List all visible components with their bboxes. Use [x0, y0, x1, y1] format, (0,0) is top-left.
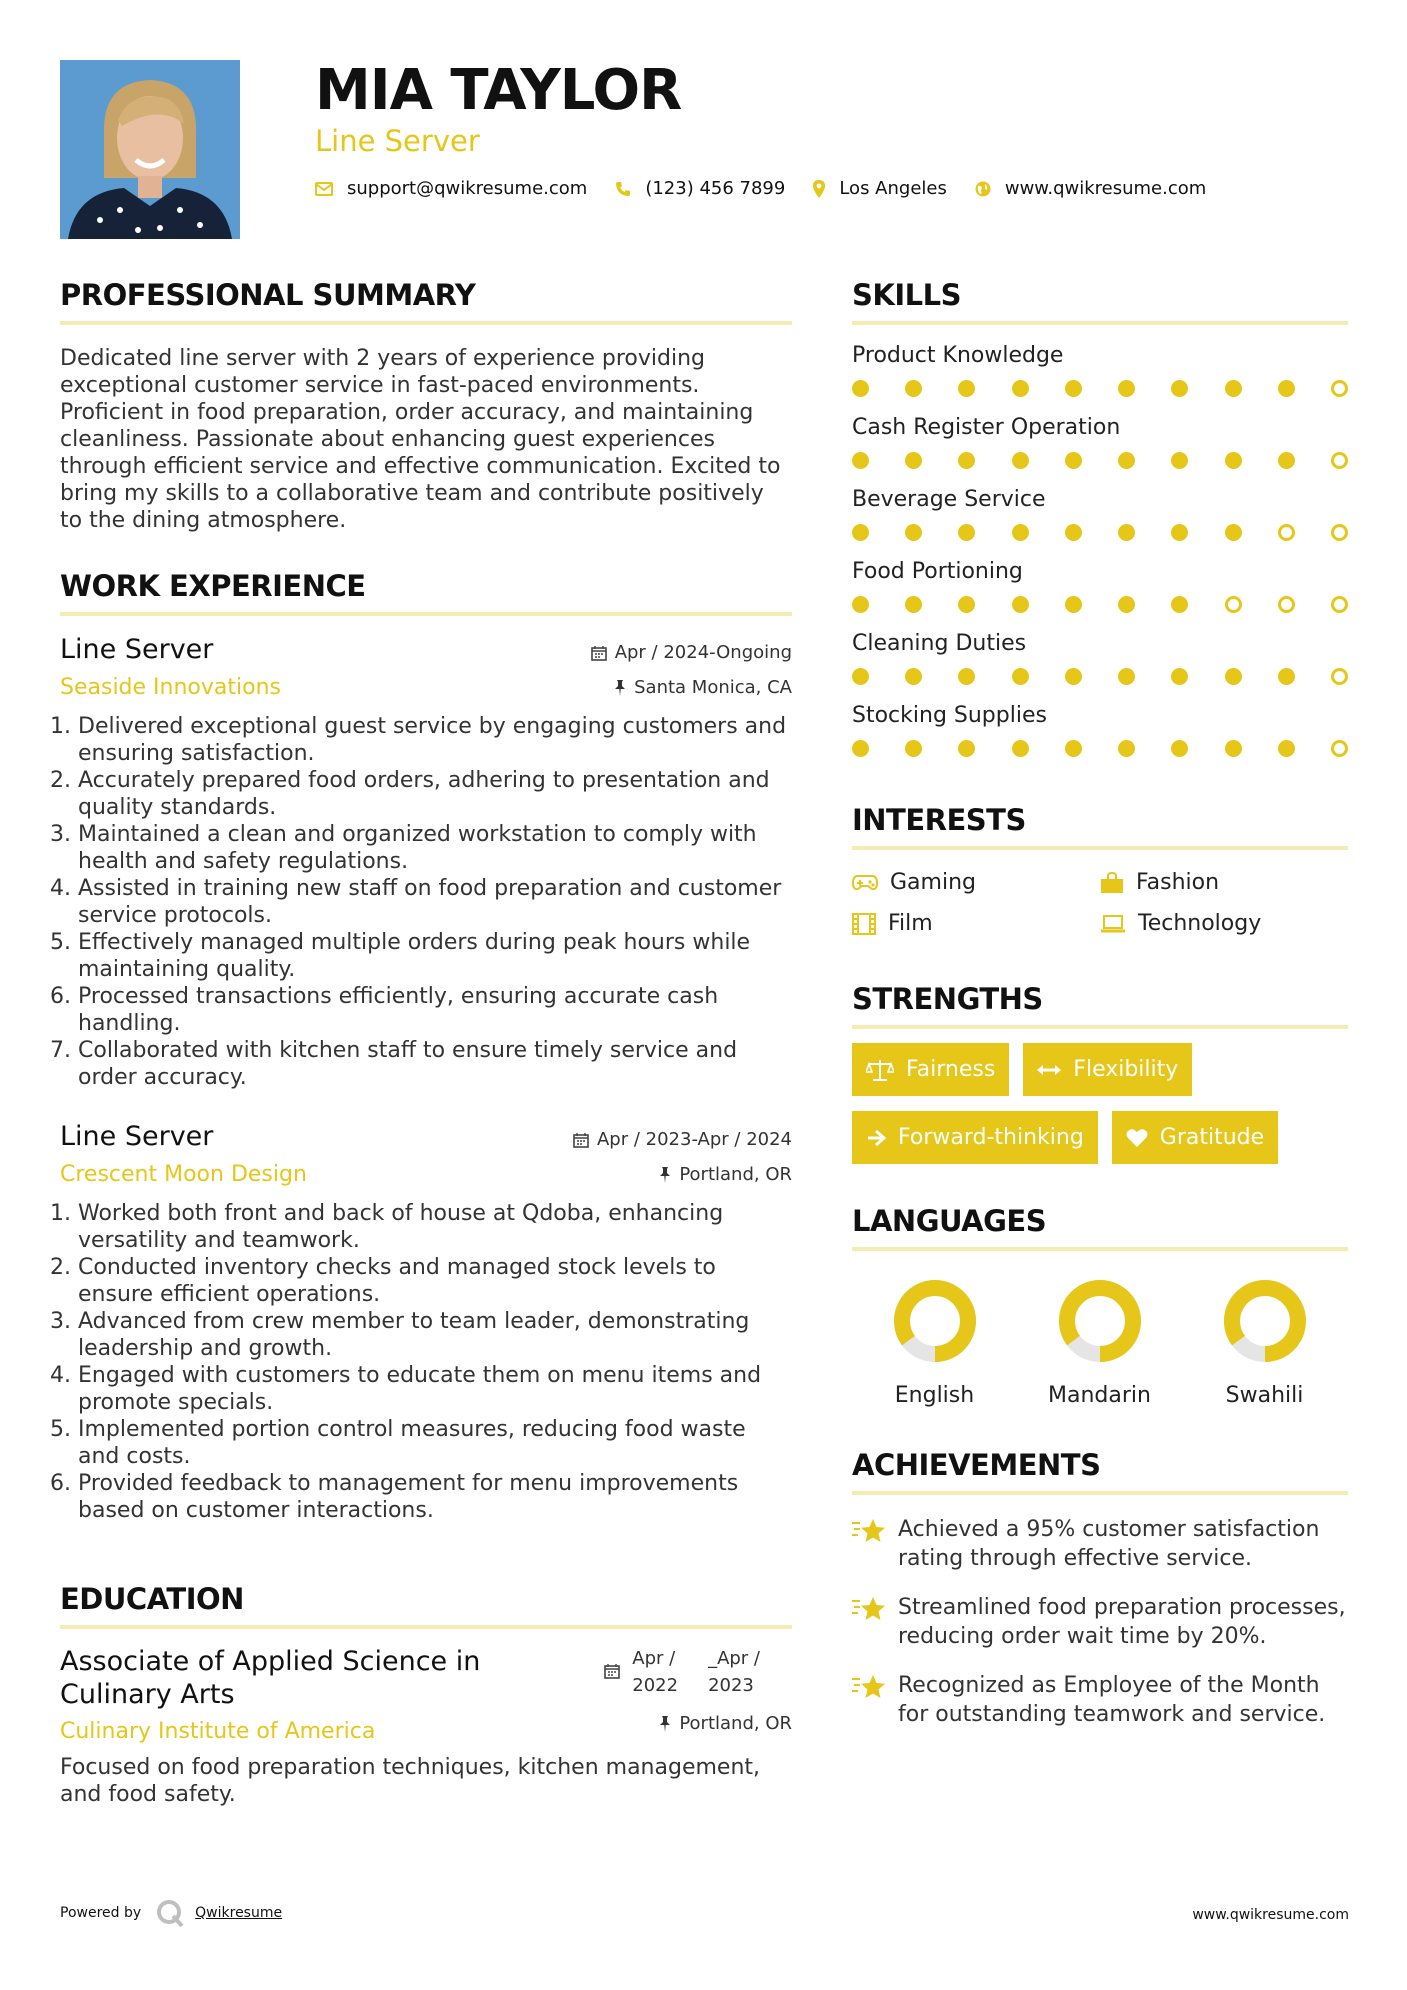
skill-name: Product Knowledge	[852, 343, 1064, 368]
rating-dot-filled	[905, 668, 922, 685]
interest-item	[1100, 870, 1348, 895]
achievement-text: Streamlined food preparation processes, reducing order wait time by 20%.	[898, 1595, 1346, 1649]
rating-dot-filled	[958, 740, 975, 757]
scale-icon	[866, 1059, 894, 1081]
language-ring	[891, 1277, 979, 1365]
rating-dot-filled	[1278, 380, 1295, 397]
job-location	[614, 677, 792, 698]
rating-dot-filled	[1171, 452, 1188, 469]
contact-location	[813, 178, 947, 199]
rating-dot-filled	[1278, 740, 1295, 757]
list-item: 3. Advanced from crew member to team leader, demonstrating leadership and growth.	[78, 1308, 792, 1362]
rating-dot-filled	[1012, 668, 1029, 685]
skill-item	[852, 559, 1348, 613]
education-location-text: Portland, OR	[679, 1713, 792, 1734]
summary-heading: PROFESSIONAL SUMMARY	[60, 278, 476, 312]
rating-dot-filled	[1225, 668, 1242, 685]
interest-label: Fashion	[1136, 870, 1220, 895]
rating-dot-filled	[1012, 524, 1029, 541]
skills-heading: SKILLS	[852, 278, 961, 312]
star-trophy-icon	[852, 1673, 886, 1701]
education-heading: EDUCATION	[60, 1582, 244, 1616]
interest-label: Technology	[1138, 911, 1262, 936]
rating-dot-filled	[1118, 452, 1135, 469]
rating-dot-filled	[1012, 596, 1029, 613]
interests-section	[852, 803, 1348, 936]
strength-tag	[1112, 1111, 1278, 1164]
section-divider	[852, 1491, 1348, 1495]
list-item: 5. Effectively managed multiple orders during peak hours while maintaining quality.	[78, 929, 792, 983]
rating-dot-filled	[1065, 380, 1082, 397]
email-text: support@qwikresume.com	[347, 178, 588, 199]
rating-dot-filled	[1171, 668, 1188, 685]
person-photo-icon	[60, 60, 240, 239]
rating-dot-filled	[1225, 380, 1242, 397]
section-divider	[60, 1625, 792, 1629]
education-end-month: _Apr /	[708, 1648, 760, 1669]
globe-icon	[975, 181, 991, 197]
rating-dot-empty	[1331, 668, 1348, 685]
rating-dot-filled	[1118, 740, 1135, 757]
section-divider	[852, 1247, 1348, 1251]
language-item	[852, 1277, 1017, 1408]
rating-dot-filled	[852, 524, 869, 541]
skill-name: Cash Register Operation	[852, 415, 1121, 440]
location-text: Los Angeles	[839, 178, 947, 199]
rating-dot-filled	[1171, 524, 1188, 541]
rating-dot-filled	[1065, 596, 1082, 613]
languages-section	[852, 1204, 1348, 1408]
experience-heading: WORK EXPERIENCE	[60, 569, 366, 603]
phone-icon	[615, 181, 631, 197]
rating-dot-filled	[1065, 740, 1082, 757]
school-name: Culinary Institute of America	[60, 1719, 376, 1744]
rating-dot-empty	[1331, 524, 1348, 541]
education-start-year: 2022	[632, 1675, 679, 1696]
rating-dot-filled	[958, 380, 975, 397]
job-title: Line Server	[60, 634, 214, 665]
education-description: Focused on food preparation techniques, kitchen management, and food safety.	[60, 1755, 761, 1807]
skill-name: Stocking Supplies	[852, 703, 1047, 728]
rating-dot-filled	[905, 596, 922, 613]
rating-dot-filled	[852, 452, 869, 469]
interest-item	[852, 870, 1100, 895]
rating-dot-filled	[1012, 740, 1029, 757]
job-date	[573, 1129, 792, 1150]
job-location-text: Portland, OR	[679, 1164, 792, 1185]
job-entry	[60, 634, 792, 1091]
pushpin-icon	[614, 680, 626, 696]
job-date-text: Apr / 2024-Ongoing	[614, 642, 792, 663]
job-date	[591, 642, 792, 663]
strength-label: Flexibility	[1073, 1057, 1179, 1082]
bag-icon	[1100, 872, 1124, 894]
arrows-horizontal-icon	[1037, 1063, 1061, 1077]
candidate-title: Line Server	[315, 124, 480, 158]
rating-dot-filled	[958, 452, 975, 469]
achievement-text: Recognized as Employee of the Month for outstanding teamwork and service.	[898, 1673, 1326, 1727]
language-name: Swahili	[1225, 1383, 1304, 1408]
calendar-icon	[591, 645, 607, 661]
rating-dot-filled	[1118, 524, 1135, 541]
website-text: www.qwikresume.com	[1004, 178, 1207, 199]
skill-item	[852, 415, 1348, 469]
job-duties	[60, 713, 792, 1091]
rating-dot-filled	[1225, 524, 1242, 541]
footer-website[interactable]: www.qwikresume.com	[1192, 1907, 1349, 1923]
list-item: 6. Provided feedback to management for menu improvements based on customer interactions.	[78, 1470, 792, 1524]
interest-label: Film	[888, 911, 933, 936]
achievement-item	[852, 1671, 1348, 1729]
job-location	[659, 1164, 792, 1185]
rating-dot-filled	[1118, 380, 1135, 397]
languages-list	[852, 1277, 1348, 1408]
section-divider	[852, 846, 1348, 850]
strengths-heading: STRENGTHS	[852, 982, 1043, 1016]
strength-label: Forward-thinking	[898, 1125, 1084, 1150]
rating-dot-empty	[1331, 596, 1348, 613]
language-item	[1182, 1277, 1347, 1408]
rating-dot-empty	[1331, 452, 1348, 469]
achievements-heading: ACHIEVEMENTS	[852, 1448, 1101, 1482]
skill-rating	[852, 596, 1348, 613]
arrow-right-icon	[866, 1128, 886, 1148]
pushpin-icon	[659, 1716, 671, 1732]
job-duties	[60, 1200, 792, 1524]
language-ring	[1056, 1277, 1144, 1365]
rating-dot-filled	[1118, 668, 1135, 685]
education-start	[632, 1645, 678, 1699]
skill-item	[852, 631, 1348, 685]
strength-tag	[852, 1043, 1009, 1096]
strength-label: Fairness	[906, 1057, 996, 1082]
rating-dot-filled	[1012, 452, 1029, 469]
rating-dot-filled	[1171, 380, 1188, 397]
rating-dot-filled	[1012, 380, 1029, 397]
laptop-icon	[1100, 914, 1126, 934]
strength-tag	[1023, 1043, 1192, 1096]
contact-website[interactable]	[975, 178, 1206, 199]
star-trophy-icon	[852, 1595, 886, 1623]
rating-dot-filled	[1065, 524, 1082, 541]
envelope-icon	[315, 182, 333, 196]
achievement-item	[852, 1593, 1348, 1651]
brand-link[interactable]: Qwikresume	[195, 1905, 283, 1921]
skill-rating	[852, 380, 1348, 397]
contact-bar	[315, 178, 1234, 199]
job-location-text: Santa Monica, CA	[634, 677, 792, 698]
job-title: Line Server	[60, 1121, 214, 1152]
job-date-text: Apr / 2023-Apr / 2024	[596, 1129, 792, 1150]
education-start-month: Apr /	[632, 1648, 676, 1669]
rating-dot-empty	[1225, 596, 1242, 613]
map-pin-icon	[813, 180, 825, 198]
summary-text: Dedicated line server with 2 years of experience providing exceptional customer service in fast-paced environments. Proficient in food preparation, order accuracy, and maintaining cleanliness. Passionate about enhancing guest experiences through efficient service and effective communication. Excited to bring my skills to a collaborative team and contribute positively to the dining atmosphere.	[60, 346, 781, 533]
achievement-text: Achieved a 95% customer satisfaction rating through effective service.	[898, 1517, 1320, 1571]
skill-name: Cleaning Duties	[852, 631, 1027, 656]
rating-dot-filled	[1225, 452, 1242, 469]
candidate-name: MIA TAYLOR	[315, 58, 682, 123]
language-name: English	[894, 1383, 975, 1408]
language-name: Mandarin	[1048, 1383, 1151, 1408]
rating-dot-filled	[1065, 452, 1082, 469]
footer-powered-by	[60, 1898, 282, 1928]
phone-text: (123) 456 7899	[645, 178, 786, 199]
strength-tag	[852, 1111, 1098, 1164]
skills-section	[852, 278, 1348, 757]
section-divider	[60, 321, 792, 325]
profile-photo	[60, 60, 240, 239]
skills-list	[852, 343, 1348, 757]
left-column	[60, 278, 792, 1808]
skill-rating	[852, 740, 1348, 757]
rating-dot-filled	[852, 380, 869, 397]
interest-label: Gaming	[890, 870, 976, 895]
rating-dot-filled	[1065, 668, 1082, 685]
skill-name: Beverage Service	[852, 487, 1046, 512]
rating-dot-filled	[1225, 740, 1242, 757]
education-date	[604, 1645, 760, 1699]
skill-item	[852, 487, 1348, 541]
list-item: 6. Processed transactions efficiently, ensuring accurate cash handling.	[78, 983, 792, 1037]
rating-dot-filled	[1118, 596, 1135, 613]
strengths-list	[852, 1043, 1348, 1179]
rating-dot-filled	[852, 596, 869, 613]
language-item	[1017, 1277, 1182, 1408]
rating-dot-filled	[905, 452, 922, 469]
interests-list	[852, 870, 1348, 936]
rating-dot-filled	[905, 524, 922, 541]
achievements-list	[852, 1515, 1348, 1729]
rating-dot-empty	[1331, 380, 1348, 397]
rating-dot-filled	[958, 524, 975, 541]
interest-item	[1100, 911, 1348, 936]
education-location	[659, 1713, 792, 1734]
rating-dot-filled	[1171, 740, 1188, 757]
interest-item	[852, 911, 1100, 936]
skill-name: Food Portioning	[852, 559, 1023, 584]
summary-section	[60, 278, 792, 534]
list-item: 3. Maintained a clean and organized workstation to comply with health and safety regulations.	[78, 821, 792, 875]
rating-dot-filled	[852, 740, 869, 757]
education-end	[708, 1645, 760, 1699]
section-divider	[852, 1025, 1348, 1029]
experience-section	[60, 569, 792, 1524]
section-divider	[60, 612, 792, 616]
calendar-icon	[573, 1132, 589, 1148]
rating-dot-filled	[905, 740, 922, 757]
list-item: 7. Collaborated with kitchen staff to ensure timely service and order accuracy.	[78, 1037, 792, 1091]
section-divider	[852, 321, 1348, 325]
rating-dot-filled	[852, 668, 869, 685]
list-item: 1. Worked both front and back of house at Qdoba, enhancing versatility and teamwork.	[78, 1200, 792, 1254]
skill-item	[852, 343, 1348, 397]
contact-phone[interactable]	[615, 178, 785, 199]
star-trophy-icon	[852, 1517, 886, 1545]
contact-email[interactable]	[315, 178, 587, 199]
education-end-year: 2023	[708, 1675, 754, 1696]
list-item: 2. Conducted inventory checks and managed stock levels to ensure efficient operations.	[78, 1254, 792, 1308]
degree-title: Associate of Applied Science in Culinary Arts	[60, 1646, 481, 1710]
film-icon	[852, 913, 876, 935]
rating-dot-filled	[1278, 452, 1295, 469]
list-item: 1. Delivered exceptional guest service by engaging customers and ensuring satisfaction.	[78, 713, 792, 767]
strengths-section	[852, 982, 1348, 1179]
qwikresume-logo-icon	[155, 1898, 185, 1928]
rating-dot-empty	[1278, 596, 1295, 613]
education-entry	[60, 1645, 792, 1808]
skill-rating	[852, 452, 1348, 469]
skill-item	[852, 703, 1348, 757]
calendar-icon	[604, 1663, 620, 1679]
rating-dot-filled	[1171, 596, 1188, 613]
list-item: 2. Accurately prepared food orders, adhering to presentation and quality standards.	[78, 767, 792, 821]
rating-dot-filled	[958, 668, 975, 685]
skill-rating	[852, 524, 1348, 541]
achievements-section	[852, 1448, 1348, 1729]
powered-by-text: Powered by	[60, 1905, 142, 1921]
skill-rating	[852, 668, 1348, 685]
rating-dot-empty	[1331, 740, 1348, 757]
education-section	[60, 1582, 792, 1808]
pushpin-icon	[659, 1167, 671, 1183]
interests-heading: INTERESTS	[852, 803, 1026, 837]
list-item: 5. Implemented portion control measures, reducing food waste and costs.	[78, 1416, 792, 1470]
right-column	[852, 278, 1348, 1729]
rating-dot-filled	[1278, 668, 1295, 685]
achievement-item	[852, 1515, 1348, 1573]
language-ring	[1221, 1277, 1309, 1365]
list-item: 4. Engaged with customers to educate them on menu items and promote specials.	[78, 1362, 792, 1416]
heart-icon	[1126, 1128, 1148, 1148]
gamepad-icon	[852, 875, 878, 891]
job-company: Crescent Moon Design	[60, 1162, 307, 1187]
rating-dot-empty	[1278, 524, 1295, 541]
rating-dot-filled	[958, 596, 975, 613]
rating-dot-filled	[905, 380, 922, 397]
strength-label: Gratitude	[1159, 1125, 1265, 1150]
languages-heading: LANGUAGES	[852, 1204, 1047, 1238]
job-company: Seaside Innovations	[60, 675, 281, 700]
list-item: 4. Assisted in training new staff on food preparation and customer service protocols.	[78, 875, 792, 929]
job-entry	[60, 1121, 792, 1524]
